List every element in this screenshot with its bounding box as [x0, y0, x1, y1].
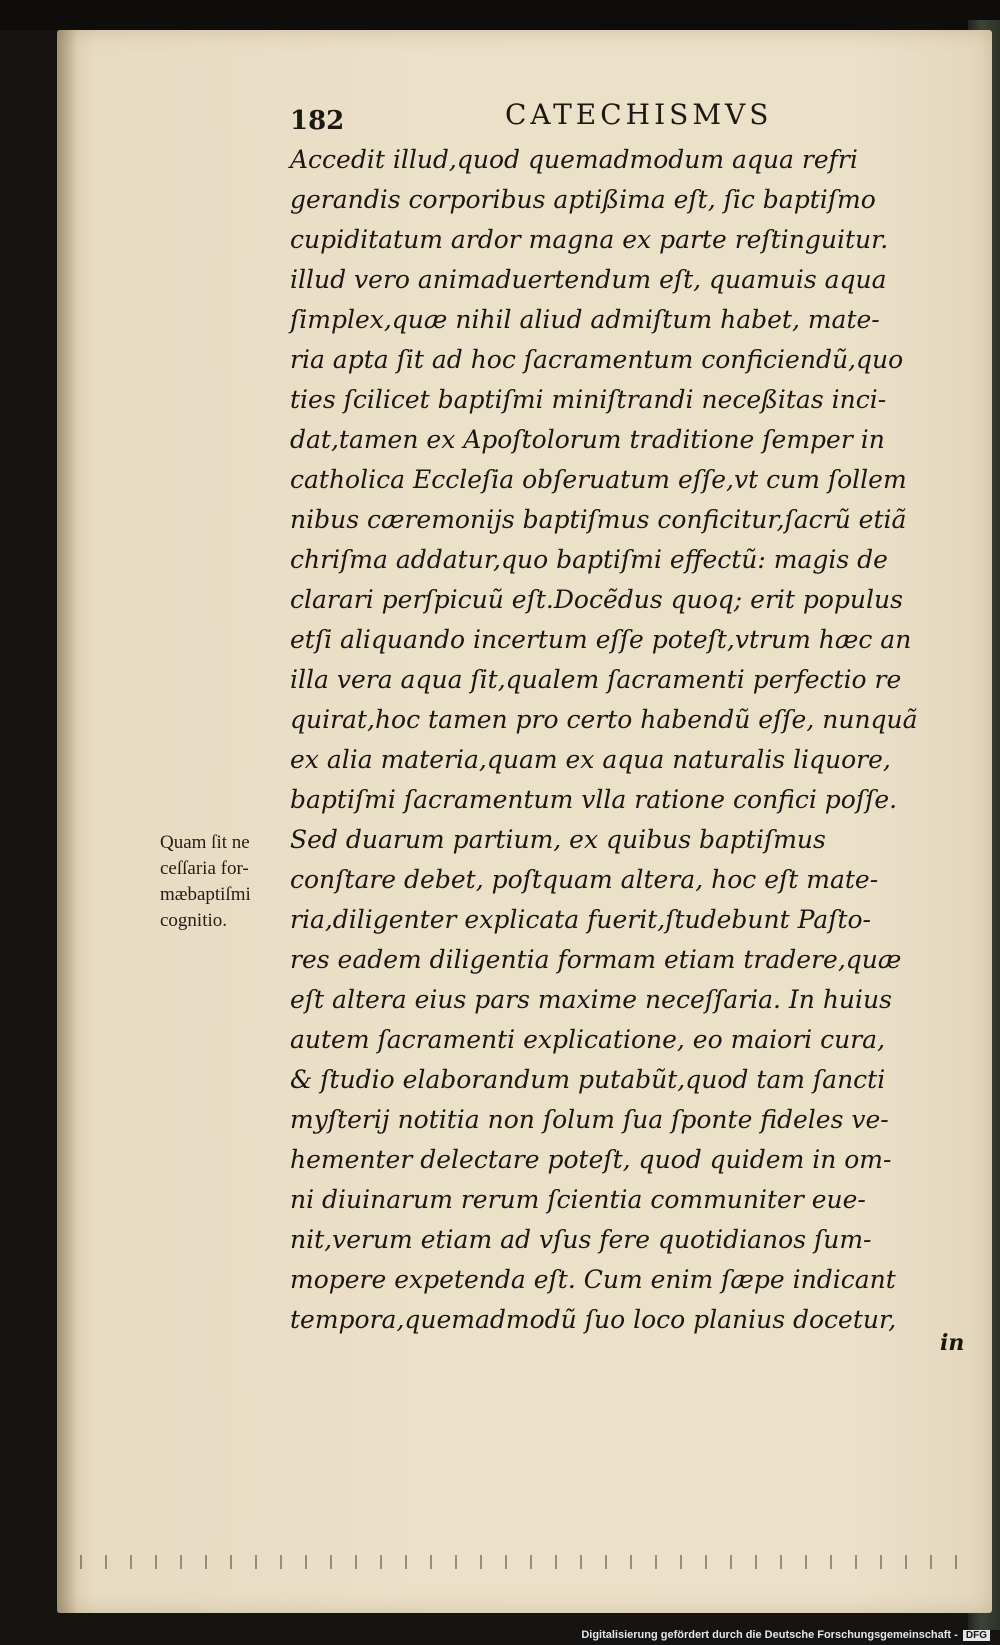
- text-line: ria,diligenter explicata fuerit,ſtudebunt Paſto-: [290, 905, 872, 934]
- text-line: dat,tamen ex Apoſtolorum traditione ſemper in: [290, 425, 885, 454]
- text-line: ex alia materia,quam ex aqua naturalis liquore,: [290, 745, 891, 774]
- text-line: Accedit illud,quod quemadmodum aqua refri: [290, 145, 858, 174]
- text-line: ties ſcilicet baptiſmi miniſtrandi neceßitas inci-: [290, 385, 887, 414]
- text-line: & ſtudio elaborandum putabũt,quod tam ſancti: [290, 1065, 886, 1094]
- text-line: illa vera aqua ſit,qualem ſacramenti perfectio re: [290, 665, 902, 694]
- text-line: myſterij notitia non ſolum ſua ſponte fideles ve-: [290, 1105, 889, 1134]
- text-line: illud vero animaduertendum eſt, quamuis aqua: [290, 265, 887, 294]
- marginal-note-line: ceſſaria for-: [160, 858, 249, 879]
- page-number: 182: [290, 106, 345, 136]
- text-line: mopere expetenda eſt. Cum enim ſæpe indicant: [290, 1265, 896, 1294]
- running-title: CATECHISMVS: [505, 98, 773, 131]
- text-line: conſtare debet, poſtquam altera, hoc eſt mate-: [290, 865, 879, 894]
- running-head: [290, 98, 970, 138]
- marginal-note: [160, 830, 300, 934]
- main-text-block: [290, 140, 965, 1340]
- text-line: ni diuinarum rerum ſcientia communiter eue-: [290, 1185, 866, 1214]
- marginal-note-line: Quam ſit ne: [160, 832, 250, 853]
- text-line: catholica Eccleſia obſeruatum eſſe,vt cum ſollem: [290, 465, 907, 494]
- text-line: etſi aliquando incertum eſſe poteſt,vtrum hæc an: [290, 625, 912, 654]
- text-line: ria apta ſit ad hoc ſacramentum conficiendũ,quo: [290, 345, 904, 374]
- text-line: cupiditatum ardor magna ex parte reſtinguitur.: [290, 225, 889, 254]
- text-line: hementer delectare poteſt, quod quidem in om-: [290, 1145, 892, 1174]
- digitization-credit: [581, 1629, 990, 1641]
- text-line: res eadem diligentia formam etiam tradere,quæ: [290, 945, 902, 974]
- dfg-logo: DFG: [963, 1630, 990, 1641]
- marginal-note-line: mæbaptiſmi: [160, 884, 251, 905]
- text-line: chriſma addatur,quo baptiſmi effectũ: magis de: [290, 545, 888, 574]
- page-gutter-shadow: [57, 30, 77, 1613]
- text-line: nibus cæremonijs baptiſmus conficitur,ſacrũ etiã: [290, 505, 907, 534]
- text-line: baptiſmi ſacramentum vlla ratione confici poſſe.: [290, 785, 898, 814]
- scan-background-top: [0, 0, 1000, 30]
- text-line: ſimplex,quæ nihil aliud admiſtum habet, mate-: [290, 305, 880, 334]
- text-line: eſt altera eius pars maxime neceſſaria. In huius: [290, 985, 892, 1014]
- text-line: gerandis corporibus aptißima eſt, ſic baptiſmo: [290, 185, 876, 214]
- text-line: nit,verum etiam ad vſus fere quotidianos ſum-: [290, 1225, 872, 1254]
- page-stitch-marks: [80, 1555, 980, 1569]
- text-line: autem ſacramenti explicatione, eo maiori cura,: [290, 1025, 886, 1054]
- text-line: clarari perſpicuũ eſt.Docẽdus quoq; erit populus: [290, 585, 903, 614]
- credit-text: Digitalisierung gefördert durch die Deutsche Forschungsgemeinschaft -: [581, 1629, 958, 1641]
- text-line: tempora,quemadmodũ ſuo loco planius docetur,: [290, 1305, 897, 1334]
- marginal-note-line: cognitio.: [160, 910, 228, 931]
- catchword: in: [940, 1330, 965, 1356]
- text-line: Sed duarum partium, ex quibus baptiſmus: [290, 825, 826, 854]
- text-line: quirat,hoc tamen pro certo habendũ eſſe, nunquã: [290, 705, 918, 734]
